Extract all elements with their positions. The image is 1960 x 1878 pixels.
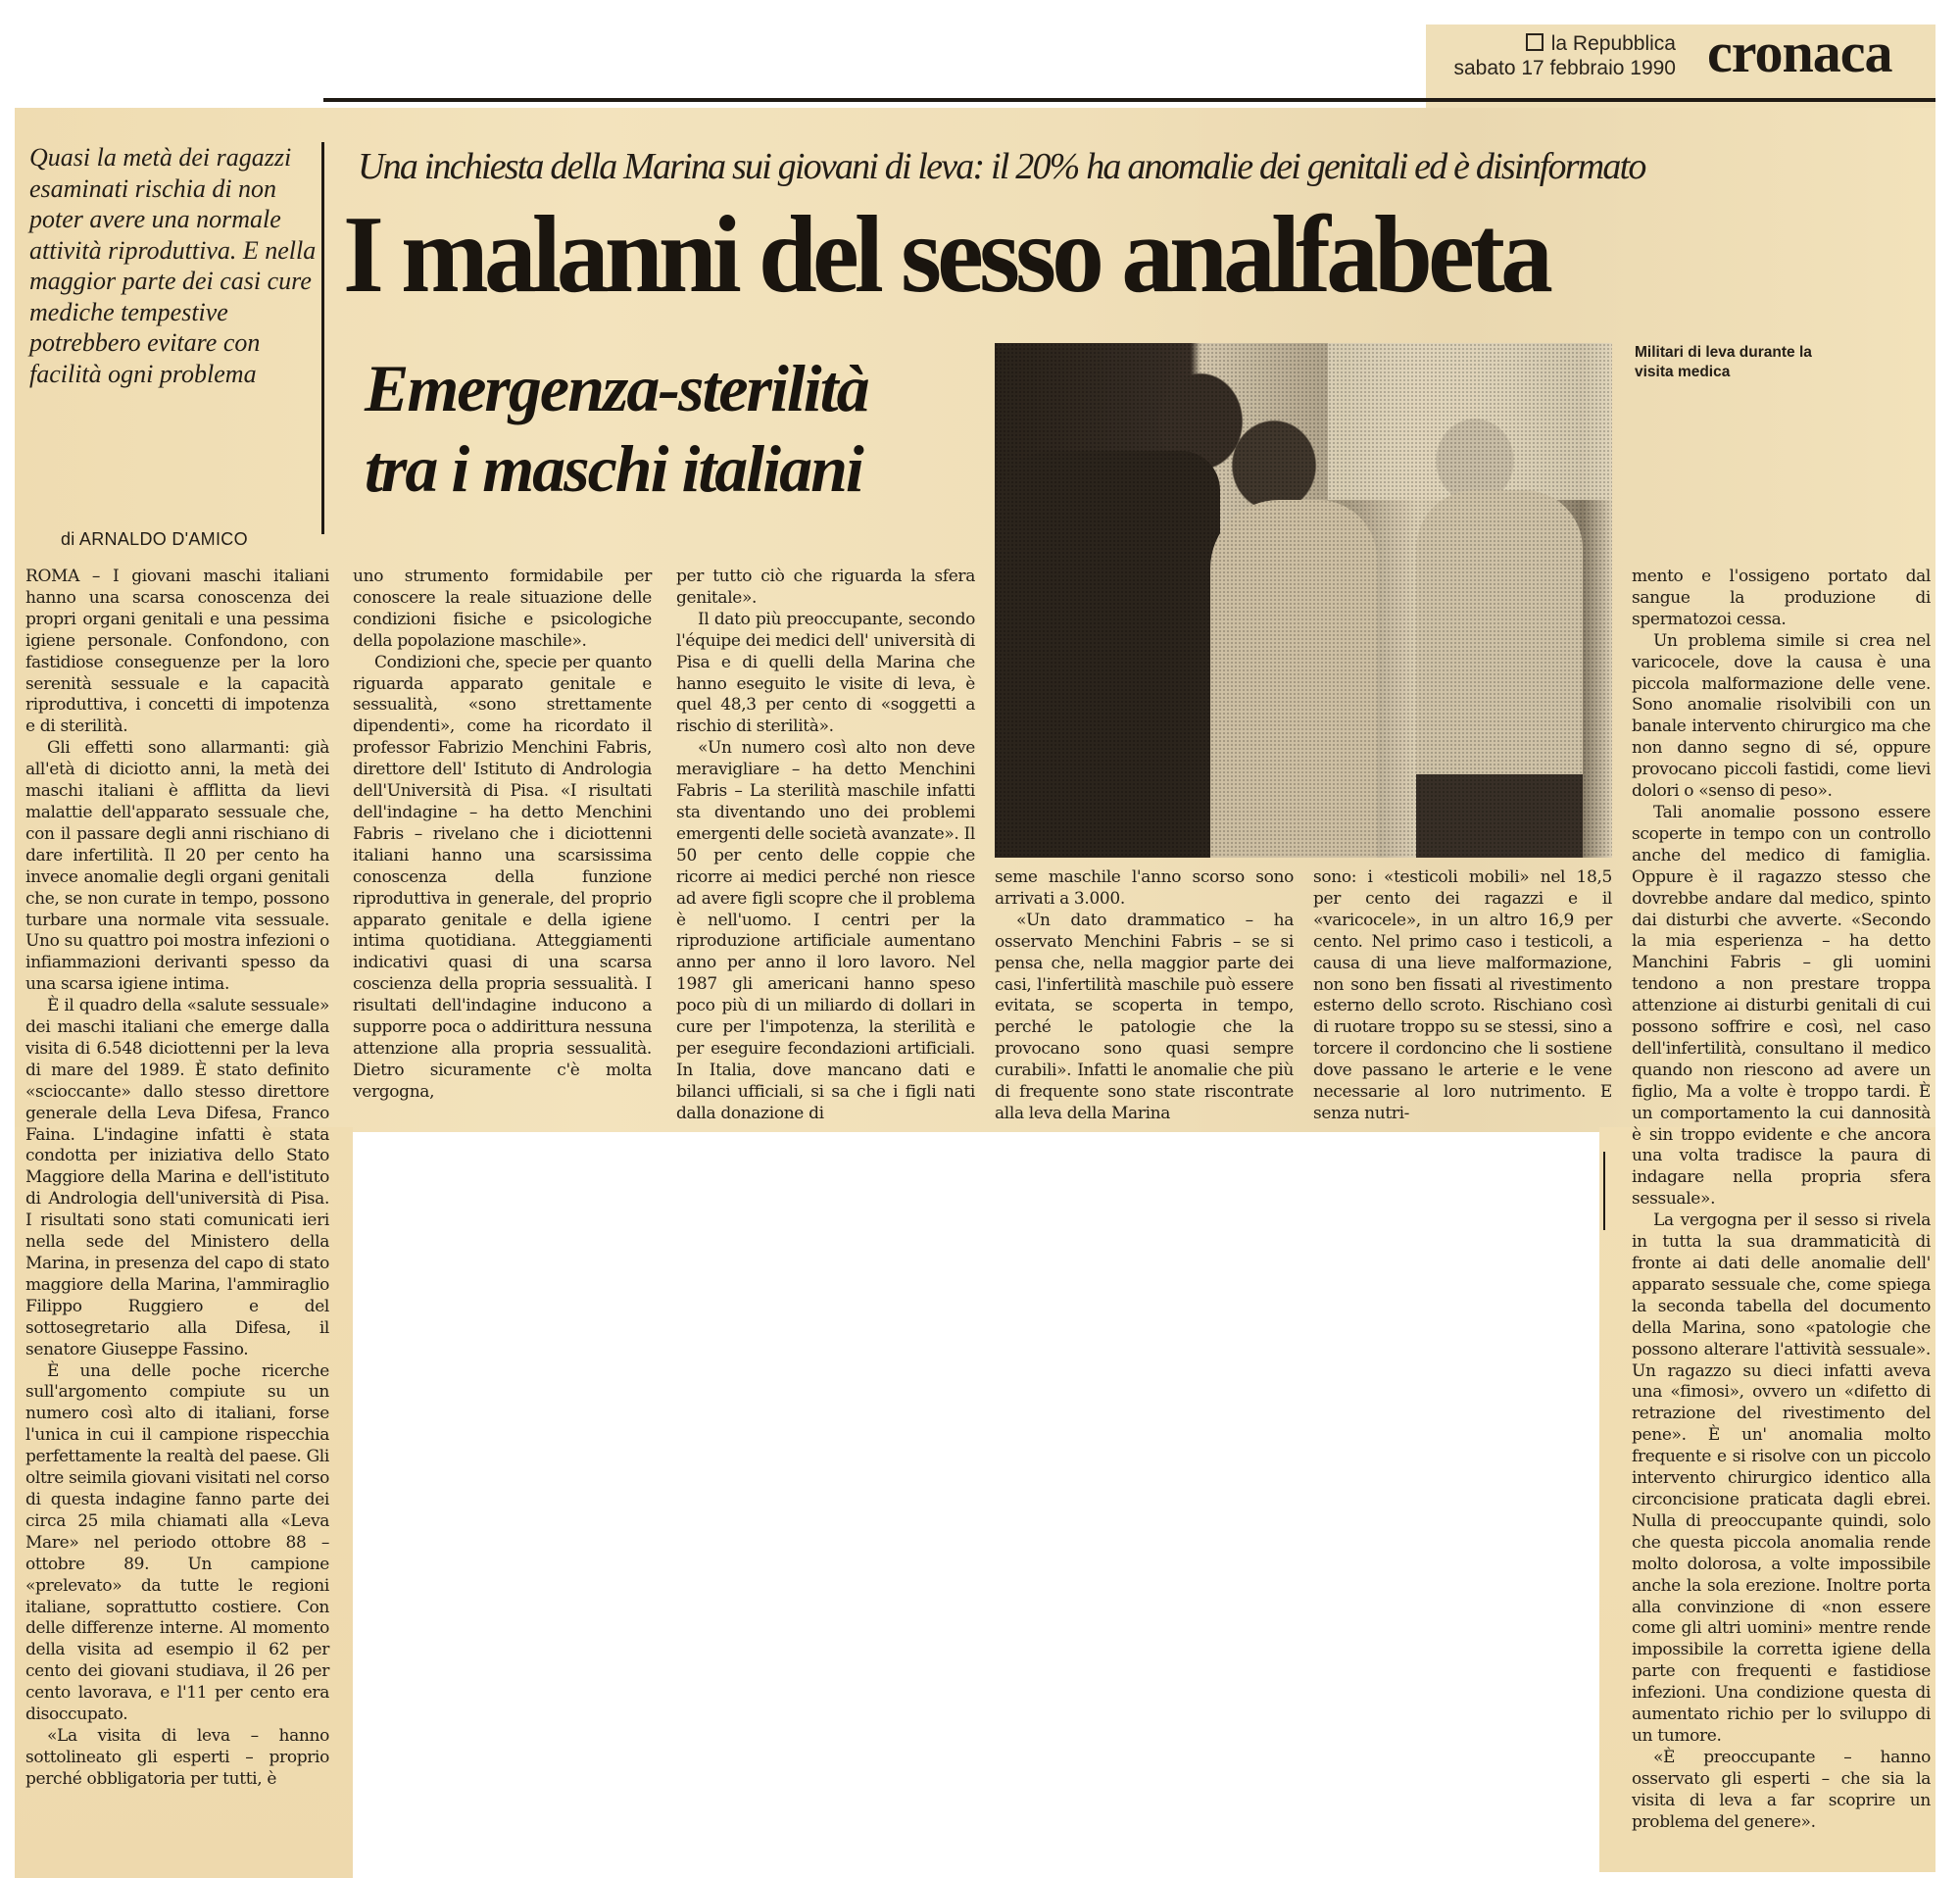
body-column-3	[676, 567, 975, 1125]
byline: di ARNALDO D'AMICO	[61, 529, 248, 549]
article-photo	[995, 343, 1612, 858]
photo-caption: Militari di leva durante la visita medica	[1635, 344, 1812, 380]
paragraph: Il dato più preoccupante, secondo l'équipe dei medici dell' università di Pisa e di quelli della Marina che hanno eseguito le visite di leva, è quel 48,3 per cento di «soggetti a rischio di sterilità».	[676, 609, 975, 737]
article-kicker: Una inchiesta della Marina sui giovani di leva: il 20% ha anomalie dei genitali ed è disinformato	[358, 146, 1645, 187]
paragraph: «Un dato drammatico – ha osservato Menchini Fabris – se si pensa che, nella maggior parte dei casi, l'infertilità maschile può essere evitata, se scoperta in tempo, perché le patologie che la provocano sono quasi sempre curabili». Infatti le anomalie che più di frequente sono state riscontrate alla leva della Marina	[995, 910, 1294, 1123]
paragraph: sono: i «testicoli mobili» nel 18,5 per cento dei ragazzi e il «varicocele», in un altro 16,9 per cento. Nel primo caso i testicoli, a causa di una lieve malformazione, non sono ben fissati al rivestimento esterno dello scroto. Rischiano così di ruotare troppo su se stessi, sino a torcere il cordoncino che li sostiene dove passano le arterie e le vene necessarie al loro nutrimento. E senza nutri-	[1313, 867, 1612, 1123]
body-column-1	[25, 567, 329, 1791]
paragraph: seme maschile l'anno scorso sono arrivati a 3.000.	[995, 867, 1294, 909]
column-rule-fragment	[1603, 1152, 1605, 1230]
section-name: cronaca	[1707, 21, 1892, 84]
paragraph: Condizioni che, specie per quanto riguarda apparato genitale e sessualità, «sono strettamente dipendenti», come ha ricordato il professor Fabrizio Menchini Fabris, direttore dell' Istituto di Andrologia dell'Università di Pisa. «I risultati dell'indagine – ha detto Menchini Fabris – rivelano che i diciottenni italiani hanno una scarsissima conoscenza della funzione riproduttiva in generale, del proprio apparato genitale e della igiene intima quotidiana. Atteggiamenti indicativi quasi di una scarsa coscienza della propria sessualità. I risultati dell'indagine inducono a supporre poca o addirittura nessuna attenzione alla propria sessualità. Dietro sicuramente c'è molta vergogna,	[353, 652, 652, 1102]
masthead	[1441, 31, 1676, 80]
paragraph: «Un numero così alto non deve meravigliare – ha detto Menchini Fabris – La sterilità maschile infatti sta diventando uno dei problemi emergenti delle società avanzate». Il 50 per cento delle coppie che ricorre ai medici perché non riesce ad avere figli scopre che il problema è nell'uomo. I centri per la riproduzione artificiale aumentano anno per anno il loro lavoro. Nel 1987 gli americani hanno speso poco più di un miliardo di dollari in cure per l'impotenza, la sterilità e per eseguire fecondazioni artificiali. In Italia, dove mancano dati e bilanci ufficiali, si sa che i figli nati dalla donazione di	[676, 738, 975, 1123]
photo-figure-doctor	[995, 451, 1220, 858]
subhead-line: Emergenza-sterilità	[365, 351, 868, 425]
paragraph: Un problema simile si crea nel varicocele, dove la causa è una piccola malformazione delle vene. Sono anomalie risolvibili con un banale intervento chirurgico ma che non danno segno di sé, oppure provocano piccoli fastidi, come lievi dolori o «senso di peso».	[1632, 630, 1931, 802]
photo-figure-recruit	[1416, 490, 1583, 858]
paragraph: Tali anomalie possono essere scoperte in tempo con un controllo anche del medico di famiglia. Oppure è il ragazzo stesso che dovrebbe andare dal medico, spinto dai disturbi che avverte. «Secondo la mia esperienza – ha detto Manchini Fabris – gli uomini tendono a non prestare troppa attenzione ai disturbi genitali di cui possono soffrire e così, nel caso dell'infertilità, consultano il medico quando non riescono ad avere un figlio, Ma a volte è troppo tardi. È un comportamento la cui dannosità è sin troppo evidente e che ancora una volta tradisce la paura di indagare nella propria sfera sessuale».	[1632, 802, 1931, 1210]
subhead-line: tra i maschi italiani	[365, 431, 862, 506]
paragraph: mento e l'ossigeno portato dal sangue la produzione di spermatozoi cessa.	[1632, 567, 1931, 629]
photo-figure-trousers	[1416, 774, 1583, 858]
paragraph: È il quadro della «salute sessuale» dei maschi italiani che emerge dalla visita di 6.548 diciottenni per la leva di mare del 1989. È stato definito «scioccante» dallo stesso direttore generale della Leva Difesa, Franco Faina. L'indagine infatti è stata condotta per iniziativa dello Stato Maggiore della Marina e dell'istituto di Andrologia dell'università di Pisa. I risultati sono stati comunicati ieri nella sede del Ministero della Marina, in presenza del capo di stato maggiore della Marina, l'ammiraglio Filippo Ruggiero e del sottosegretario alla Difesa, il senatore Giuseppe Fassino.	[25, 996, 329, 1359]
square-bullet-icon	[1526, 33, 1544, 51]
paragraph: uno strumento formidabile per conoscere la reale situazione delle condizioni fisiche e psicologiche della popolazione maschile».	[353, 567, 652, 651]
body-column-5	[1313, 867, 1612, 1125]
paragraph: ROMA – I giovani maschi italiani hanno una scarsa conoscenza dei propri organi genitali e una pessima igiene personale. Confondono, con fastidiose conseguenze per la loro serenità sessuale e la capacità riproduttiva, i concetti di impotenza e di sterilità.	[25, 567, 329, 737]
body-column-4	[995, 867, 1294, 1125]
photo-background-wall	[1328, 343, 1612, 500]
deck-divider	[321, 142, 324, 534]
paragraph: Gli effetti sono allarmanti: già all'età di diciotto anni, la metà dei maschi italiani è afflitta da lievi malattie dell'apparato sessuale che, con il passare degli anni rischiano di dare infertilità. Il 20 per cento ha invece anomalie degli organi genitali che, se non curate in tempo, possono turbare una normale vita sessuale. Uno su quattro poi mostra infezioni o infiammazioni derivanti spesso da una scarsa igiene intima.	[25, 738, 329, 995]
paragraph: «La visita di leva – hanno sottolineato gli esperti – proprio perché obbligatoria per tutti, è	[25, 1725, 329, 1789]
masthead-rule	[323, 98, 1936, 102]
newspaper-name: la Repubblica	[1550, 32, 1676, 55]
paragraph: per tutto ciò che riguarda la sfera genitale».	[676, 567, 975, 608]
body-column-2	[353, 567, 652, 1104]
paragraph: La vergogna per il sesso si rivela in tutta la sua drammaticità di fronte ai dati delle anomalie dell' apparato sessuale che, come spiega la seconda tabella del documento della Marina, sono «patologie che possono alterare l'attività sessuale». Un ragazzo su dieci infatti aveva una «fimosi», ovvero un «difetto di retrazione del rivestimento del pene». È un' anomalia molto frequente e si risolve con un piccolo intervento chirurgico identico alla circoncisione praticata dagli ebrei. Nulla di preoccupante quindi, solo che questa piccola anomalia rende molto dolorosa, a volte impossibile anche la sola erezione. Inoltre porta alla convinzione di «non essere come gli altri uomini» mentre rende impossibile la corretta igiene della parte con frequenti e fastidiose infezioni. Una condizione questa di aumentato richio per lo sviluppo di un tumore.	[1632, 1211, 1931, 1746]
article-deck: Quasi la metà dei ragazzi esaminati rischia di non poter avere una normale attività riproduttiva. E nella maggior parte dei casi cure mediche tempestive potrebbero evitare con facilità ogni problema	[29, 143, 317, 388]
photo-figure-recruit	[1210, 500, 1377, 858]
body-column-6	[1632, 567, 1931, 1833]
publication-date: sabato 17 febbraio 1990	[1453, 57, 1676, 79]
article-headline: I malanni del sesso analfabeta	[343, 194, 1549, 316]
paragraph: «È preoccupante – hanno osservato gli esperti – che sia la visita di leva a far scoprire un problema del genere».	[1632, 1747, 1931, 1832]
article-subhead	[365, 348, 992, 509]
paragraph: È una delle poche ricerche sull'argomento compiute su un numero così alto di italiani, forse l'unica in cui il campione rispecchia perfettamente la realtà del paese. Gli oltre seimila giovani visitati nel corso di questa indagine fanno parte dei circa 25 mila chiamati alla «Leva Mare» nel periodo ottobre 88 – ottobre 89. Un campione «prelevato» da tutte le regioni italiane, soprattutto costiere. Con delle differenze interne. Al momento della visita ad esempio il 62 per cento dei giovani studiava, il 26 per cento lavorava, e l'11 per cento era disoccupato.	[25, 1360, 329, 1725]
